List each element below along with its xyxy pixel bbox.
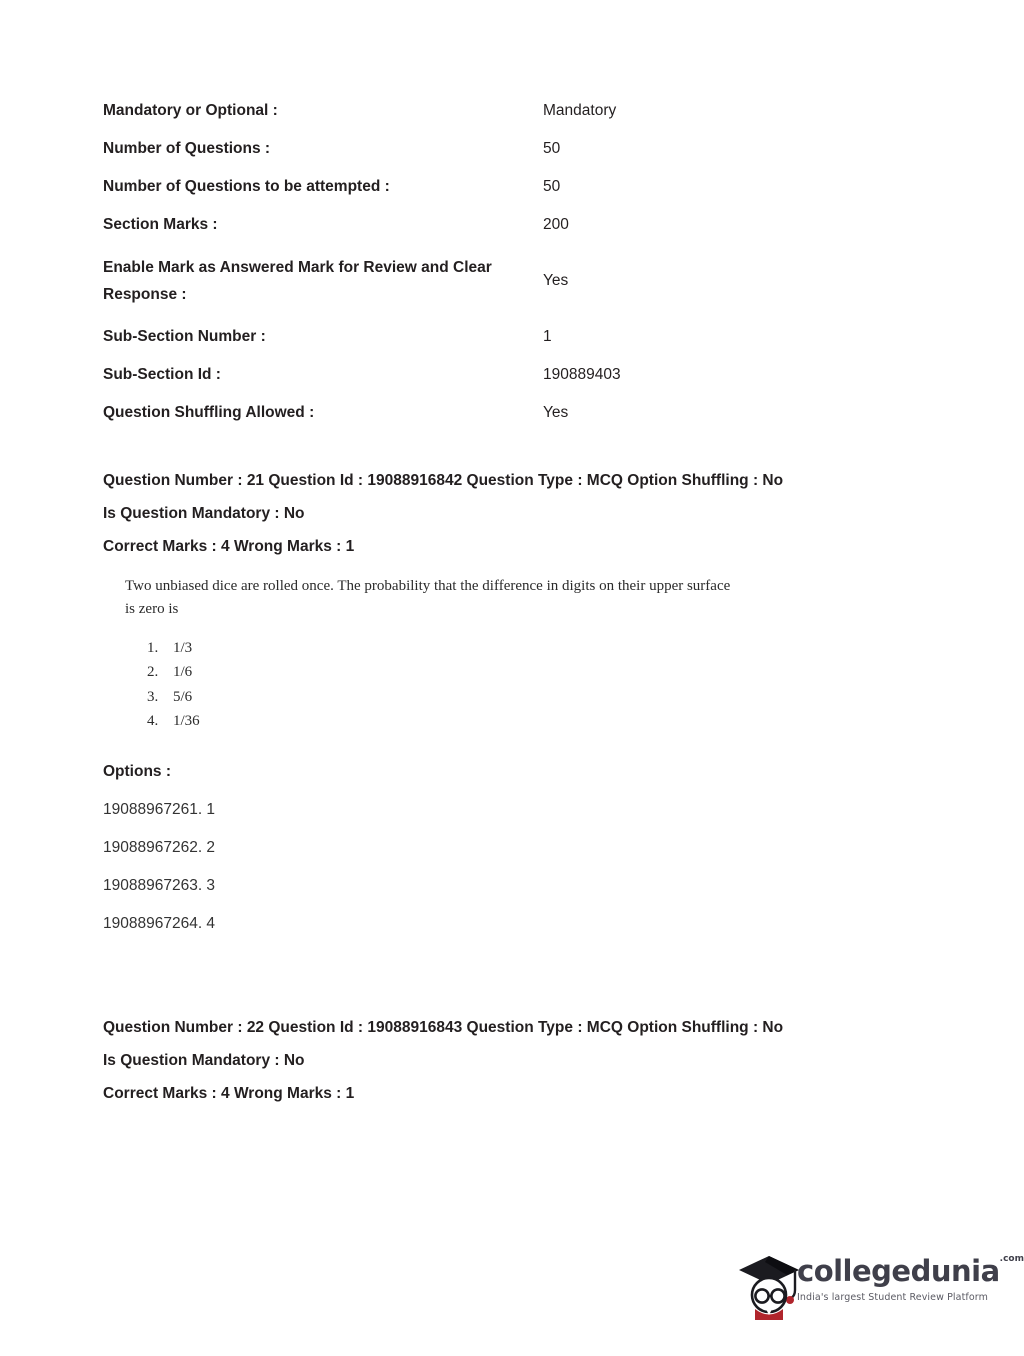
list-item xyxy=(147,709,903,733)
choice-number: 1. xyxy=(147,640,159,657)
document-content xyxy=(103,92,903,1102)
question-stem xyxy=(125,575,735,620)
logo-text xyxy=(797,1254,1024,1303)
logo-tagline: India's largest Student Review Platform xyxy=(797,1292,988,1303)
section-metadata-table xyxy=(103,92,903,432)
meta-label: Enable Mark as Answered Mark for Review and Clear Response : xyxy=(103,258,492,303)
table-row xyxy=(103,318,903,356)
collegedunia-logo xyxy=(735,1246,1024,1324)
meta-value: 50 xyxy=(543,178,561,195)
meta-value: 1 xyxy=(543,328,552,345)
meta-label: Number of Questions to be attempted : xyxy=(103,177,390,195)
option-id-row: 19088967262. 2 xyxy=(103,839,216,857)
meta-label: Sub-Section Id : xyxy=(103,365,221,383)
question-header-line: Question Number : 22 Question Id : 19088916843 Question Type : MCQ Option Shuffling : No xyxy=(103,1019,784,1037)
table-row xyxy=(103,394,903,432)
table-row xyxy=(103,168,903,206)
question-header-line: Question Number : 21 Question Id : 19088916842 Question Type : MCQ Option Shuffling : No xyxy=(103,472,784,489)
question-block xyxy=(103,472,903,933)
meta-value: Mandatory xyxy=(543,102,617,119)
table-row xyxy=(103,206,903,244)
table-row xyxy=(103,130,903,168)
question-block xyxy=(103,1019,903,1102)
list-item xyxy=(147,660,903,684)
logo-name: collegedunia xyxy=(797,1254,1000,1288)
question-marks-line: Correct Marks : 4 Wrong Marks : 1 xyxy=(103,1085,355,1103)
table-row xyxy=(103,92,903,130)
meta-label: Number of Questions : xyxy=(103,139,271,157)
spacer xyxy=(103,933,903,979)
meta-value: 190889403 xyxy=(543,366,621,383)
list-item xyxy=(147,636,903,660)
options-title: Options : xyxy=(103,763,172,781)
option-id-row: 19088967264. 4 xyxy=(103,915,216,933)
choice-text: 5/6 xyxy=(173,688,193,705)
meta-value: 50 xyxy=(543,140,561,157)
meta-label: Sub-Section Number : xyxy=(103,327,266,345)
question-choices xyxy=(147,636,903,733)
question-marks-line: Correct Marks : 4 Wrong Marks : 1 xyxy=(103,538,355,556)
choice-number: 2. xyxy=(147,664,159,681)
meta-value: Yes xyxy=(543,404,569,421)
table-row xyxy=(103,244,903,318)
meta-label: Question Shuffling Allowed : xyxy=(103,403,315,421)
meta-label: Mandatory or Optional : xyxy=(103,101,278,119)
choice-text: 1/36 xyxy=(173,713,200,730)
logo-suffix: .com xyxy=(999,1254,1024,1264)
option-id-row: 19088967263. 3 xyxy=(103,877,216,895)
question-stem-text: Two unbiased dice are rolled once. The probability that the difference in digits on their upper surface is zero is xyxy=(125,578,731,617)
choice-text: 1/3 xyxy=(173,640,193,657)
list-item xyxy=(147,685,903,709)
question-mandatory-line: Is Question Mandatory : No xyxy=(103,505,305,523)
meta-label: Section Marks : xyxy=(103,215,218,233)
question-mandatory-line: Is Question Mandatory : No xyxy=(103,1052,305,1070)
choice-number: 3. xyxy=(147,688,159,705)
option-id-row: 19088967261. 1 xyxy=(103,801,216,819)
meta-value: 200 xyxy=(543,216,569,233)
choice-number: 4. xyxy=(147,713,159,730)
logo-wordmark xyxy=(797,1254,1024,1288)
meta-value: Yes xyxy=(543,272,569,289)
choice-text: 1/6 xyxy=(173,664,193,681)
table-row xyxy=(103,356,903,394)
